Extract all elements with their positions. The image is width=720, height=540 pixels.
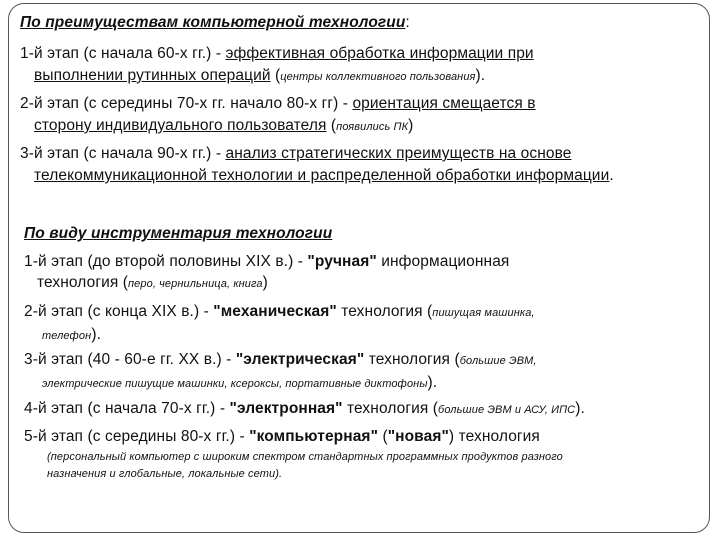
s2-item5-quoted: "компьютерная"	[249, 428, 379, 445]
s2-item3-close: ).	[427, 374, 438, 391]
s1-item2-underlined1: ориентация смещается в	[352, 95, 536, 112]
s2-item1-rest: информационная	[376, 253, 510, 270]
s1-item2-underlined2: сторону индивидуального пользователя	[34, 117, 327, 134]
s1-item2-prefix: 2-й этап (с середины 70-х гг. начало 80-х гг) -	[20, 95, 353, 112]
s2-item4-close: ).	[575, 400, 585, 417]
s2-item3-quoted: "электрическая"	[235, 351, 365, 368]
s2-item3-note2: электрические пишущие машинки, ксероксы, портативные диктофоны	[42, 378, 428, 390]
s1-item1-note: центры коллективного пользования	[280, 71, 476, 83]
s1-item2-open: (	[326, 117, 337, 134]
s1-item3-line2	[34, 167, 614, 185]
s2-item4-note: большие ЭВМ и АСУ, ИПС	[438, 404, 576, 416]
s2-item4-quoted: "электронная"	[229, 400, 343, 417]
s1-item2-line1	[20, 95, 536, 113]
section1-heading-line	[20, 14, 410, 32]
s2-item5-prefix: 5-й этап (с середины 80-х гг.) -	[24, 428, 250, 445]
s1-item3-underlined1: анализ стратегических преимуществ на основе	[225, 145, 572, 162]
s1-item3-close: .	[609, 167, 614, 184]
s2-item4-rest: технология (	[342, 400, 439, 417]
s2-item3-line2	[42, 374, 437, 393]
s2-item4-prefix: 4-й этап (с начала 70-х гг.) -	[24, 400, 230, 417]
s2-item1-line2	[37, 274, 268, 293]
section2-heading: По виду инструментария технологии	[24, 225, 333, 242]
s2-item1-quoted: "ручная"	[307, 253, 377, 270]
s2-item1-note: перо, чернильница, книга	[128, 278, 263, 290]
s2-item3-line1	[24, 351, 537, 370]
s1-item2-line2	[34, 117, 413, 136]
s2-item2-rest: технология (	[336, 303, 433, 320]
s2-item5-line3: назначения и глобальные, локальные сети).	[47, 468, 283, 480]
s2-item2-prefix: 2-й этап (с конца XIX в.) -	[24, 303, 214, 320]
s2-item1-close: )	[262, 274, 268, 291]
section2-heading-line	[24, 225, 332, 243]
s2-item3-prefix: 3-й этап (40 - 60-е гг. XX в.) -	[24, 351, 236, 368]
s1-item2-note: появились ПК	[336, 121, 409, 133]
s2-item1-line2-text: технология (	[37, 274, 129, 291]
s1-item3-prefix: 3-й этап (с начала 90-х гг.) -	[20, 145, 226, 162]
s2-item3-rest: технология (	[364, 351, 460, 368]
section1-colon: :	[405, 14, 410, 31]
s2-item5-line2: (персональный компьютер с широким спектром стандартных программных продуктов разного	[47, 451, 563, 463]
s2-item4-line1	[24, 400, 585, 419]
s1-item1-underlined2: выполнении рутинных операций	[34, 67, 271, 84]
s2-item5-line1	[24, 428, 540, 446]
s2-item2-note1: пишущая машинка,	[432, 307, 535, 319]
s2-item2-note2: телефон	[42, 330, 92, 342]
s2-item1-prefix: 1-й этап (до второй половины XIX в.) -	[24, 253, 308, 270]
section1-heading: По преимуществам компьютерной технологии	[20, 14, 406, 31]
s2-item2-quoted: "механическая"	[213, 303, 337, 320]
s1-item3-underlined2: телекоммуникационной технологии и распределенной обработки информации	[34, 167, 610, 184]
s1-item2-close: )	[408, 117, 414, 134]
s1-item1-line1	[20, 45, 534, 63]
s2-item2-line2	[42, 326, 101, 345]
s2-item2-close: ).	[91, 326, 101, 343]
s2-item1-line1	[24, 253, 509, 271]
s1-item1-line2	[34, 67, 485, 86]
s1-item1-close: ).	[475, 67, 486, 84]
s2-item5-mid: (	[378, 428, 388, 445]
s1-item3-line1	[20, 145, 571, 163]
s2-item3-note1: большие ЭВМ,	[459, 355, 537, 367]
s2-item2-line1	[24, 303, 535, 322]
s2-item5-quoted2: "новая"	[387, 428, 449, 445]
s2-item5-rest: ) технология	[448, 428, 540, 445]
s1-item1-underlined1: эффективная обработка информации при	[225, 45, 534, 62]
s1-item1-prefix: 1-й этап (с начала 60-х гг.) -	[20, 45, 226, 62]
s1-item1-open: (	[270, 67, 281, 84]
